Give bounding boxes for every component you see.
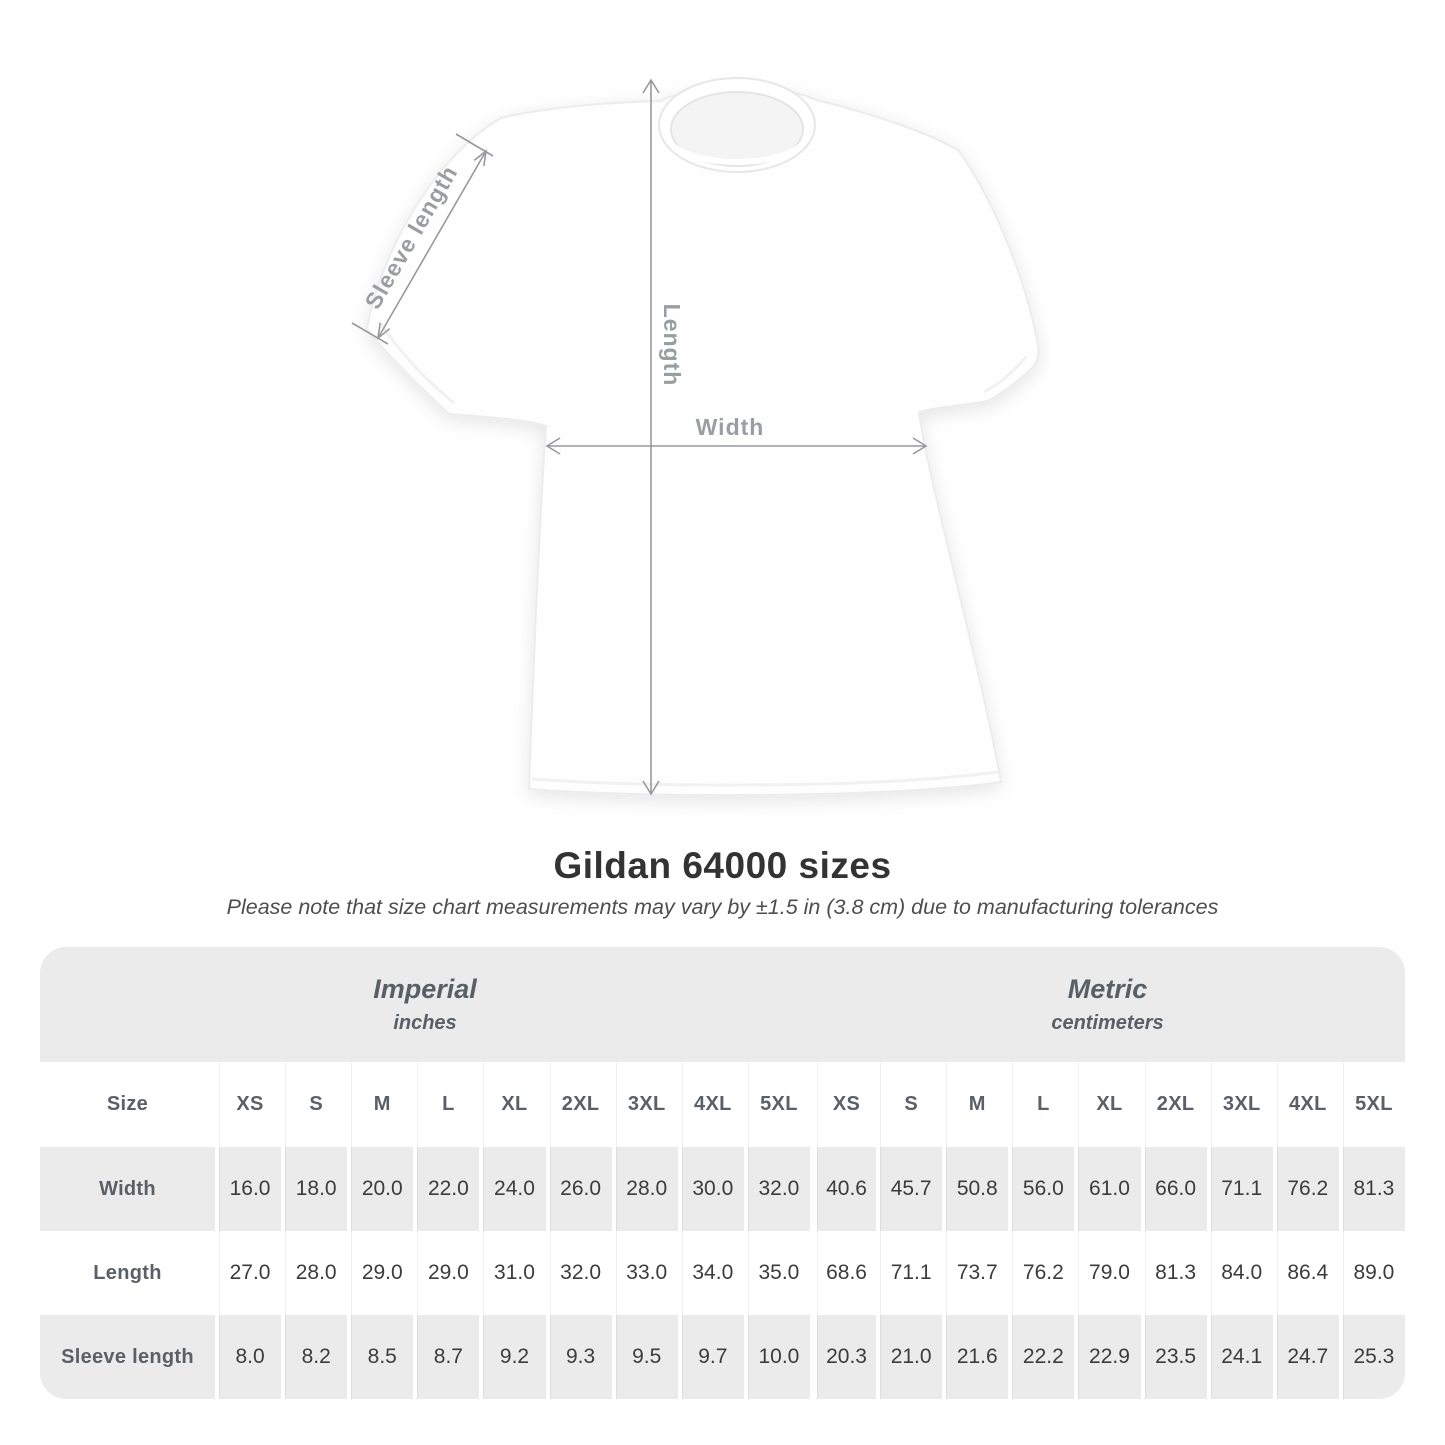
value-cell: 25.3	[1339, 1315, 1405, 1399]
value-cell: 21.6	[942, 1315, 1008, 1399]
row-label: Length	[93, 1261, 162, 1284]
value-cell: 24.0	[479, 1147, 545, 1231]
value-cell: 33.0	[612, 1231, 678, 1315]
size-col-imperial-s: S	[281, 1062, 347, 1147]
size-col-imperial-xs: XS	[215, 1062, 281, 1147]
value-cell: 16.0	[215, 1147, 281, 1231]
value-cell: 24.7	[1273, 1315, 1339, 1399]
metric-section-header	[810, 947, 1405, 1062]
value-cell: 9.5	[612, 1315, 678, 1399]
table-row-length	[40, 1231, 1405, 1315]
value-cell: 28.0	[612, 1147, 678, 1231]
value-cell: 35.0	[744, 1231, 810, 1315]
value-cell: 10.0	[744, 1315, 810, 1399]
table-row-sleeve-length	[40, 1315, 1405, 1399]
value-cell: 89.0	[1339, 1231, 1405, 1315]
size-col-metric-5xl: 5XL	[1339, 1062, 1405, 1147]
value-cell: 30.0	[678, 1147, 744, 1231]
value-cell: 81.3	[1339, 1147, 1405, 1231]
value-cell: 32.0	[546, 1231, 612, 1315]
unit-header-row	[40, 947, 1405, 1062]
size-col-metric-xs: XS	[810, 1062, 876, 1147]
value-cell: 56.0	[1008, 1147, 1074, 1231]
metric-unit: centimeters	[1051, 1012, 1164, 1034]
value-cell: 21.0	[876, 1315, 942, 1399]
size-col-metric-s: S	[876, 1062, 942, 1147]
size-col-metric-2xl: 2XL	[1141, 1062, 1207, 1147]
size-col-imperial-m: M	[347, 1062, 413, 1147]
table-row-width	[40, 1147, 1405, 1231]
size-col-metric-m: M	[942, 1062, 1008, 1147]
tshirt-diagram	[330, 55, 1050, 820]
value-cell: 71.1	[876, 1231, 942, 1315]
imperial-unit: inches	[393, 1012, 457, 1034]
size-col-imperial-3xl: 3XL	[612, 1062, 678, 1147]
width-label: Width	[695, 414, 765, 440]
size-col-imperial-5xl: 5XL	[744, 1062, 810, 1147]
size-table-container	[40, 947, 1405, 1399]
value-cell: 34.0	[678, 1231, 744, 1315]
value-cell: 81.3	[1141, 1231, 1207, 1315]
value-cell: 22.0	[413, 1147, 479, 1231]
value-cell: 61.0	[1074, 1147, 1140, 1231]
metric-title: Metric	[1067, 974, 1148, 1004]
imperial-section-header	[40, 947, 810, 1062]
value-cell: 79.0	[1074, 1231, 1140, 1315]
size-col-metric-xl: XL	[1074, 1062, 1140, 1147]
value-cell: 26.0	[546, 1147, 612, 1231]
value-cell: 86.4	[1273, 1231, 1339, 1315]
value-cell: 8.0	[215, 1315, 281, 1399]
value-cell: 71.1	[1207, 1147, 1273, 1231]
value-cell: 9.3	[546, 1315, 612, 1399]
value-cell: 20.0	[347, 1147, 413, 1231]
size-col-metric-3xl: 3XL	[1207, 1062, 1273, 1147]
value-cell: 50.8	[942, 1147, 1008, 1231]
value-cell: 24.1	[1207, 1315, 1273, 1399]
value-cell: 23.5	[1141, 1315, 1207, 1399]
value-cell: 9.2	[479, 1315, 545, 1399]
size-col-imperial-xl: XL	[479, 1062, 545, 1147]
value-cell: 8.5	[347, 1315, 413, 1399]
value-cell: 27.0	[215, 1231, 281, 1315]
size-table	[40, 947, 1405, 1399]
size-col-metric-4xl: 4XL	[1273, 1062, 1339, 1147]
page-title: Gildan 64000 sizes	[553, 845, 892, 886]
imperial-title: Imperial	[373, 974, 477, 1004]
value-cell: 22.2	[1008, 1315, 1074, 1399]
value-cell: 22.9	[1074, 1315, 1140, 1399]
value-cell: 32.0	[744, 1147, 810, 1231]
value-cell: 29.0	[347, 1231, 413, 1315]
value-cell: 28.0	[281, 1231, 347, 1315]
value-cell: 9.7	[678, 1315, 744, 1399]
tolerance-note: Please note that size chart measurements may vary by ±1.5 in (3.8 cm) due to manufacturing tolerances	[226, 895, 1219, 919]
value-cell: 29.0	[413, 1231, 479, 1315]
value-cell: 8.7	[413, 1315, 479, 1399]
value-cell: 20.3	[810, 1315, 876, 1399]
tshirt-body	[367, 89, 1039, 795]
value-cell: 73.7	[942, 1231, 1008, 1315]
size-col-imperial-l: L	[413, 1062, 479, 1147]
value-cell: 76.2	[1273, 1147, 1339, 1231]
value-cell: 40.6	[810, 1147, 876, 1231]
value-cell: 31.0	[479, 1231, 545, 1315]
value-cell: 68.6	[810, 1231, 876, 1315]
row-label: Width	[99, 1177, 156, 1200]
length-label: Length	[659, 303, 685, 387]
size-corner-label: Size	[40, 1062, 215, 1147]
size-col-metric-l: L	[1008, 1062, 1074, 1147]
row-label: Sleeve length	[61, 1345, 194, 1368]
value-cell: 45.7	[876, 1147, 942, 1231]
value-cell: 66.0	[1141, 1147, 1207, 1231]
size-header-row	[40, 1062, 1405, 1147]
value-cell: 18.0	[281, 1147, 347, 1231]
size-col-imperial-4xl: 4XL	[678, 1062, 744, 1147]
value-cell: 8.2	[281, 1315, 347, 1399]
value-cell: 84.0	[1207, 1231, 1273, 1315]
value-cell: 76.2	[1008, 1231, 1074, 1315]
sleeve-length-label: Sleeve length	[359, 160, 463, 314]
size-col-imperial-2xl: 2XL	[546, 1062, 612, 1147]
